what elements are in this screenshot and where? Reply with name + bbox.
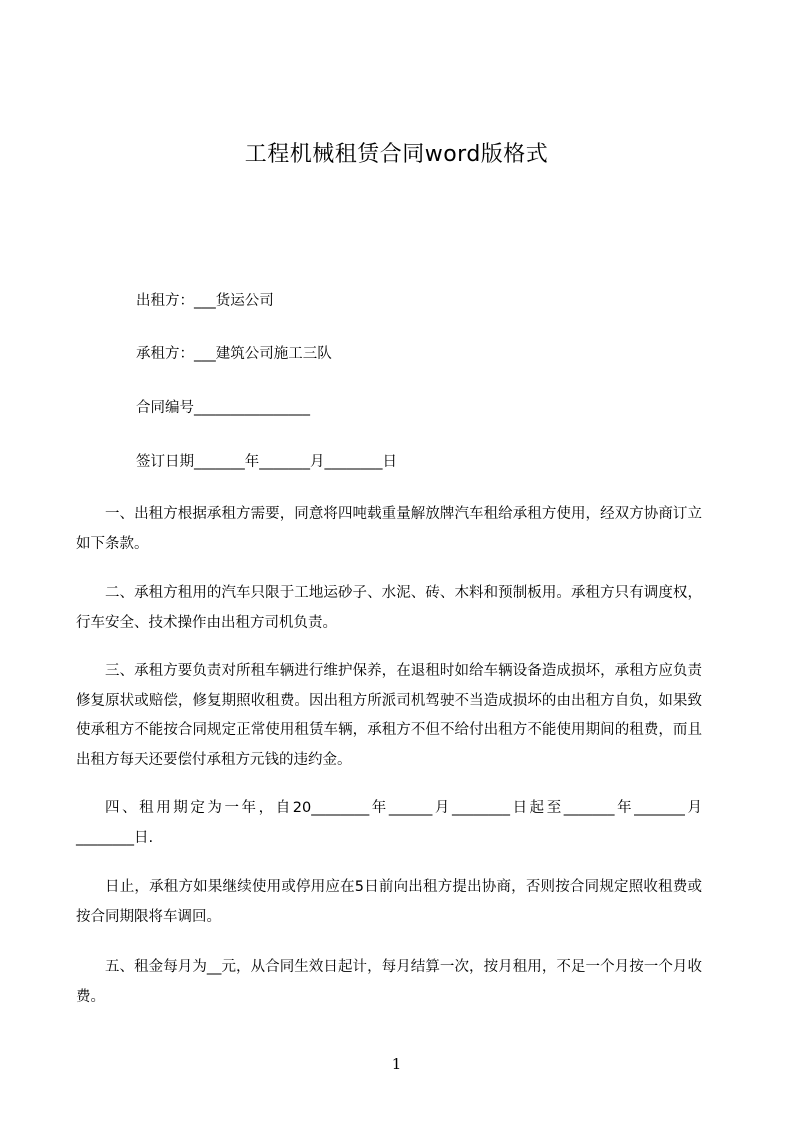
clause-5: 五、租金每月为__元，从合同生效日起计，每月结算一次，按月租用，不足一个月按一个月收费。: [76, 959, 702, 1005]
contract-number-field: 合同编号________________: [136, 400, 310, 416]
clause-4-continued: 日止，承租方如果继续使用或停用应在5日前向出租方提出协商，否则按合同规定照收租费或按合同期限将车调回。: [76, 879, 702, 925]
clause-4: 四、租用期定为一年，自20________年______月________日起至_______年_______月________日.: [76, 800, 702, 846]
clause-2: 二、承租方租用的汽车只限于工地运砂子、水泥、砖、木料和预制板用。承租方只有调度权，行车安全、技术操作由出租方司机负责。: [76, 585, 702, 631]
clause-1: 一、出租方根据承租方需要，同意将四吨载重量解放牌汽车租给承租方使用，经双方协商订立如下条款。: [76, 506, 702, 552]
page-number: 1: [391, 1055, 402, 1073]
sign-date-field: 签订日期_______年_______月________日: [136, 454, 397, 470]
document-title: 工程机械租赁合同word版格式: [244, 142, 549, 167]
clause-3: 三、承租方要负责对所租车辆进行维护保养，在退租时如给车辆设备造成损坏，承租方应负责修复原状或赔偿，修复期照收租费。因出租方所派司机驾驶不当造成损坏的由出租方自负，如果致使承租方不能按合同规定正常使用租赁车辆，承租方不但不给付出租方不能使用期间的租费，而且出租方每天还要偿付承租方元钱的违约金。: [76, 663, 702, 768]
lessor-field: 出租方：___货运公司: [136, 293, 274, 309]
lessee-field: 承租方：___建筑公司施工三队: [136, 346, 332, 362]
